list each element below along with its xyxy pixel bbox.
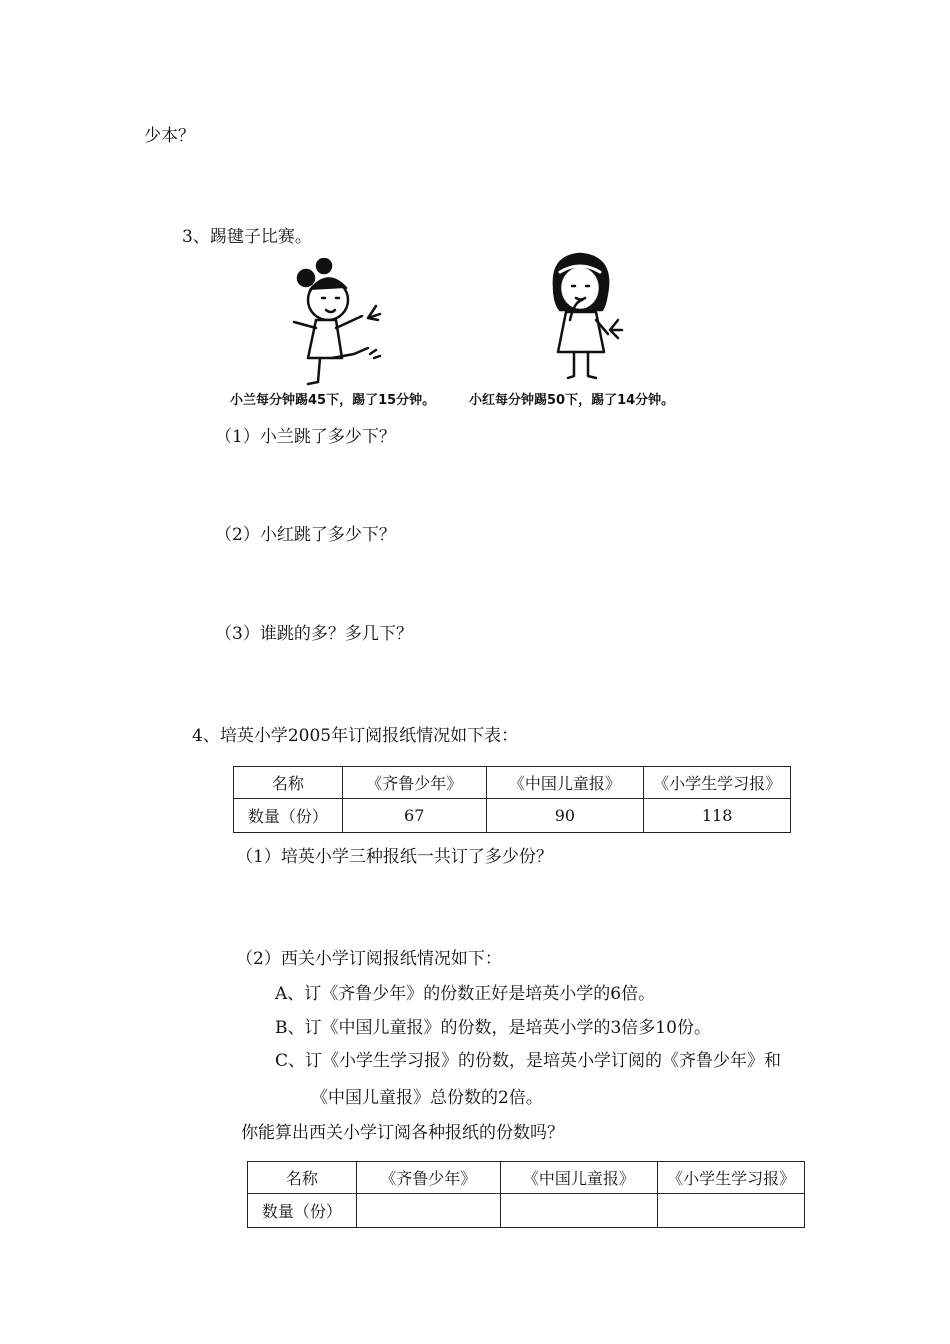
q4-title: 4、培英小学2005年订阅报纸情况如下表：: [192, 726, 519, 746]
q4-item-c-line1: C、订《小学生学习报》的份数，是培英小学订阅的《齐鲁少年》和: [275, 1051, 782, 1071]
table-header-name: 名称: [234, 767, 343, 799]
table-header-xuexibao: 《小学生学习报》: [658, 1162, 805, 1194]
table-cell-xuexibao: 118: [644, 799, 791, 833]
table-row-label: 数量（份）: [234, 799, 343, 833]
q3-sub3: （3）谁跳的多？多几下？: [215, 624, 413, 644]
table-row-label: 数量（份）: [248, 1194, 357, 1228]
table-row: [234, 799, 791, 833]
table-header-row: [234, 767, 791, 799]
q4-item-b: B、订《中国儿童报》的份数，是培英小学的3倍多10份。: [275, 1018, 711, 1038]
caption-xiaolan: 小兰每分钟踢45下，踢了15分钟。: [230, 393, 436, 408]
table-header-xuexibao: 《小学生学习报》: [644, 767, 791, 799]
q4-question: 你能算出西关小学订阅各种报纸的份数吗？: [241, 1123, 564, 1143]
table-header-zhongguo: 《中国儿童报》: [486, 767, 644, 799]
table-header-zhongguo: 《中国儿童报》: [500, 1162, 658, 1194]
girl-kicking-illustration: [284, 258, 394, 390]
table-header-row: [248, 1162, 805, 1194]
q3-title: 3、踢毽子比赛。: [182, 227, 312, 247]
table-cell-qilu: 67: [342, 799, 486, 833]
q4-sub2: （2）西关小学订阅报纸情况如下：: [236, 949, 502, 969]
q3-sub1: （1）小兰跳了多少下？: [215, 427, 396, 447]
table-cell-xuexibao-blank: [658, 1194, 805, 1228]
q4-item-a: A、订《齐鲁少年》的份数正好是培英小学的6倍。: [275, 984, 656, 1004]
intro-text: 少本？: [144, 126, 195, 146]
caption-xiaohong: 小红每分钟踢50下，踢了14分钟。: [469, 393, 675, 408]
table-header-qilu: 《齐鲁少年》: [342, 767, 486, 799]
table-cell-zhongguo-blank: [500, 1194, 658, 1228]
table-header-qilu: 《齐鲁少年》: [356, 1162, 500, 1194]
table-cell-zhongguo: 90: [486, 799, 644, 833]
table-cell-qilu-blank: [356, 1194, 500, 1228]
table-header-name: 名称: [248, 1162, 357, 1194]
table-row: [248, 1194, 805, 1228]
girl-standing-illustration: [540, 250, 635, 385]
q4-item-c-line2: 《中国儿童报》总份数的2倍。: [311, 1088, 543, 1108]
subscription-table-peiying: [233, 766, 791, 833]
subscription-table-xiguan: [247, 1161, 805, 1228]
q4-sub1: （1）培英小学三种报纸一共订了多少份？: [236, 847, 553, 867]
q3-sub2: （2）小红跳了多少下？: [215, 525, 396, 545]
